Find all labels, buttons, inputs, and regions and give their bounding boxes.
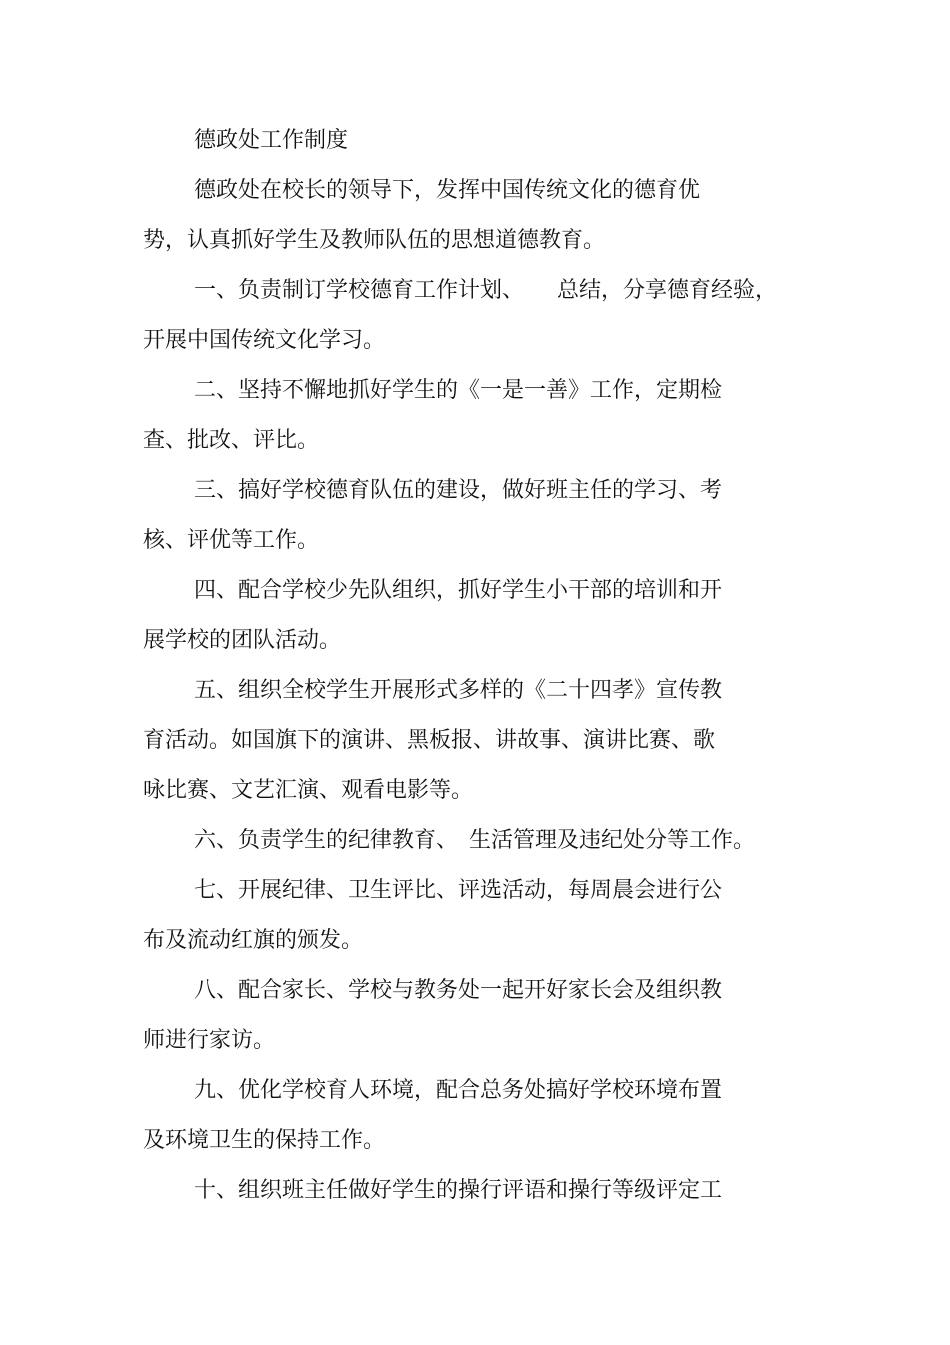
item-7-line-2: 布及流动红旗的颁发。 (143, 928, 364, 953)
item-9-line-2: 及环境卫生的保持工作。 (143, 1128, 386, 1153)
intro-line-1: 德政处在校长的领导下，发挥中国传统文化的德育优 (194, 178, 701, 203)
item-4-line-2: 展学校的团队活动。 (143, 628, 342, 653)
document-title: 德政处工作制度 (194, 128, 349, 153)
item-8-line-2: 师进行家访。 (143, 1028, 276, 1053)
item-4-line-1: 四、配合学校少先队组织，抓好学生小干部的培训和开 (194, 578, 723, 603)
item-6-line-1: 六、负责学生的纪律教育、 生活管理及违纪处分等工作。 (194, 828, 756, 853)
item-2-line-2: 查、批改、评比。 (143, 428, 320, 453)
item-2-line-1: 二、坚持不懈地抓好学生的《一是一善》工作，定期检 (194, 378, 723, 403)
item-5-line-2: 育活动。如国旗下的演讲、黑板报、讲故事、演讲比赛、歌 (143, 728, 716, 753)
item-5-line-1: 五、组织全校学生开展形式多样的《二十四孝》宣传教 (194, 678, 723, 703)
item-1-line-2: 开展中国传统文化学习。 (143, 328, 386, 353)
item-7-line-1: 七、开展纪律、卫生评比、评选活动，每周晨会进行公 (194, 878, 723, 903)
item-10-line-1: 十、组织班主任做好学生的操行评语和操行等级评定工 (194, 1178, 723, 1203)
item-1-line-1: 一、负责制订学校德育工作计划、 总结，分享德育经验， (194, 278, 778, 303)
item-5-line-3: 咏比赛、文艺汇演、观看电影等。 (143, 778, 474, 803)
item-8-line-1: 八、配合家长、学校与教务处一起开好家长会及组织教 (194, 978, 723, 1003)
item-3-line-2: 核、评优等工作。 (143, 528, 320, 553)
item-9-line-1: 九、优化学校育人环境，配合总务处搞好学校环境布置 (194, 1078, 723, 1103)
intro-line-2: 势，认真抓好学生及教师队伍的思想道德教育。 (143, 228, 606, 253)
item-3-line-1: 三、搞好学校德育队伍的建设，做好班主任的学习、考 (194, 478, 723, 503)
